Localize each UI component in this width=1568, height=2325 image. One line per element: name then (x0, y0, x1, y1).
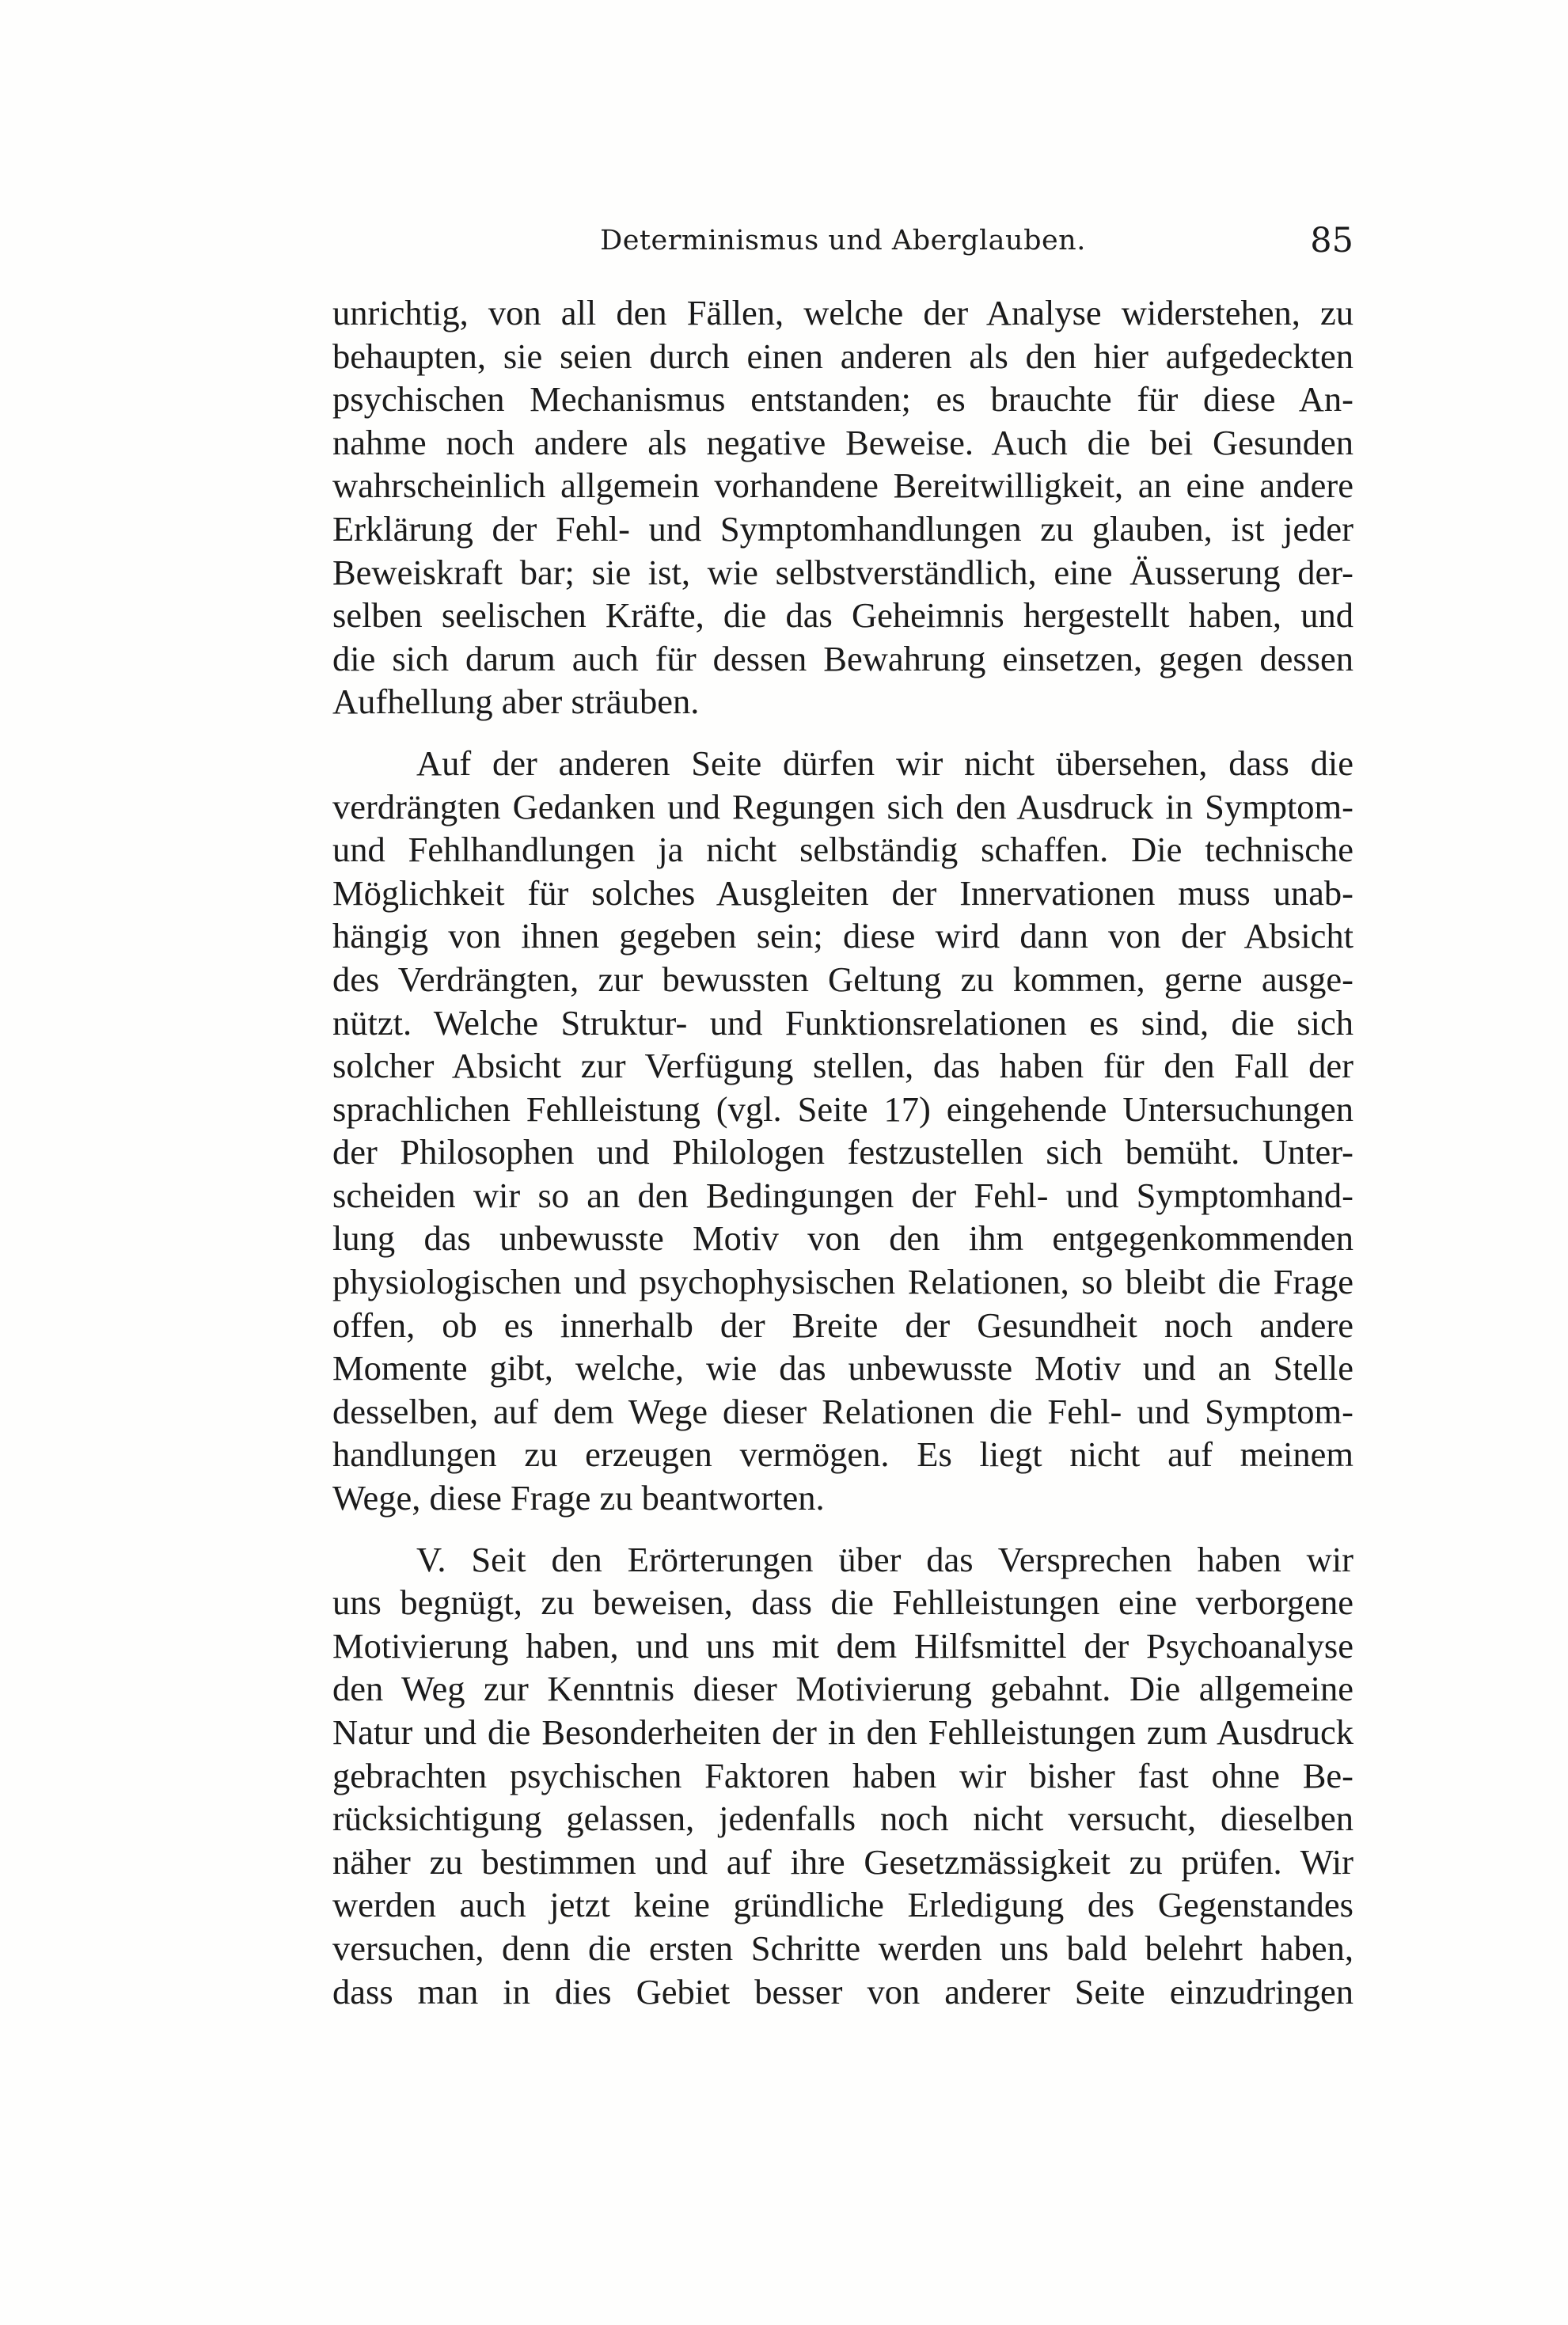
text-line: offen, ob es innerhalb der Breite der Gesundheit noch andere (332, 1305, 1353, 1345)
text-line: dass man in dies Gebiet besser von anderer Seite einzudringen (332, 1971, 1353, 2012)
text-line: Erklärung der Fehl- und Symptomhandlungen zu glauben, ist jeder (332, 508, 1353, 549)
text-line: rücksichtigung gelassen, jedenfalls noch nicht versucht, dieselben (332, 1799, 1353, 1839)
text-line: lung das unbewusste Motiv von den ihm entgegenkommenden (332, 1218, 1353, 1259)
text-line: unrichtig, von all den Fällen, welche der Analyse widerstehen, zu (332, 293, 1353, 332)
text-line: Beweiskraft bar; sie ist, wie selbstverständlich, eine Äusserung der- (332, 552, 1353, 592)
text-line: gebrachten psychischen Faktoren haben wir bisher fast ohne Be- (332, 1755, 1353, 1795)
text-line: handlungen zu erzeugen vermögen. Es liegt nicht auf meinem (332, 1434, 1353, 1475)
text-line: psychischen Mechanismus entstanden; es brauchte für diese An- (332, 379, 1353, 420)
text-line: Motivierung haben, und uns mit dem Hilfsmittel der Psychoanalyse (332, 1625, 1353, 1666)
text-line: Möglichkeit für solches Ausgleiten der Innervationen muss unab- (332, 872, 1353, 913)
text-line: wahrscheinlich allgemein vorhandene Bereitwilligkeit, an eine andere (332, 465, 1353, 506)
text-line: werden auch jetzt keine gründliche Erledigung des Gegenstandes (332, 1885, 1353, 1925)
text-line: die sich darum auch für dessen Bewahrung einsetzen, gegen dessen (332, 638, 1353, 678)
text-line: verdrängten Gedanken und Regungen sich den Ausdruck in Symptom- (332, 786, 1353, 826)
text-line: den Weg zur Kenntnis dieser Motivierung gebahnt. Die allgemeine (332, 1669, 1353, 1709)
text-line: behaupten, sie seien durch einen anderen als den hier aufgedeckten (332, 336, 1353, 376)
text-line: und Fehlhandlungen ja nicht selbständig schaffen. Die technische (332, 830, 1353, 870)
paragraph-2 (332, 742, 1353, 1520)
page-number: 85 (1310, 221, 1353, 260)
text-line: nützt. Welche Struktur- und Funktionsrelationen es sind, die sich (332, 1002, 1353, 1043)
body-text (332, 291, 1353, 2013)
text-line: der Philosophen und Philologen festzustellen sich bemüht. Unter- (332, 1132, 1353, 1172)
text-line: Aufhellung aber sträuben. (332, 682, 700, 722)
text-line: sprachlichen Fehlleistung (vgl. Seite 17) eingehende Untersuchungen (332, 1088, 1353, 1129)
text-line: versuchen, denn die ersten Schritte werden uns bald belehrt haben, (332, 1928, 1353, 1968)
text-line: näher zu bestimmen und auf ihre Gesetzmässigkeit zu prüfen. Wir (332, 1841, 1353, 1882)
text-line: selben seelischen Kräfte, die das Geheimnis hergestellt haben, und (332, 595, 1353, 636)
text-line: solcher Absicht zur Verfügung stellen, das haben für den Fall der (332, 1046, 1353, 1086)
text-line: Auf der anderen Seite dürfen wir nicht übersehen, dass die (416, 743, 1353, 783)
running-head (332, 217, 1353, 264)
text-line: physiologischen und psychophysischen Relationen, so bleibt die Frage (332, 1262, 1353, 1302)
text-line: scheiden wir so an den Bedingungen der Fehl- und Symptomhand- (332, 1175, 1353, 1215)
paragraph-3 (332, 1538, 1353, 2014)
text-line: des Verdrängten, zur bewussten Geltung zu kommen, gerne ausge- (332, 959, 1353, 999)
text-line: nahme noch andere als negative Beweise. Auch die bei Gesunden (332, 422, 1353, 462)
text-line: Momente gibt, welche, wie das unbewusste Motiv und an Stelle (332, 1348, 1353, 1389)
text-line: Wege, diese Frage zu beantworten. (332, 1478, 825, 1518)
paragraph-1 (332, 291, 1353, 724)
text-line: V. Seit den Erörterungen über das Versprechen haben wir (416, 1539, 1353, 1579)
text-line: hängig von ihnen gegeben sein; diese wird dann von der Absicht (332, 916, 1353, 956)
text-line: desselben, auf dem Wege dieser Relationen die Fehl- und Symptom- (332, 1391, 1353, 1431)
text-line: Natur und die Besonderheiten der in den Fehlleistungen zum Ausdruck (332, 1712, 1353, 1752)
running-title: Determinismus und Aberglauben. (600, 225, 1086, 256)
text-line: uns begnügt, zu beweisen, dass die Fehlleistungen eine verborgene (332, 1582, 1353, 1623)
